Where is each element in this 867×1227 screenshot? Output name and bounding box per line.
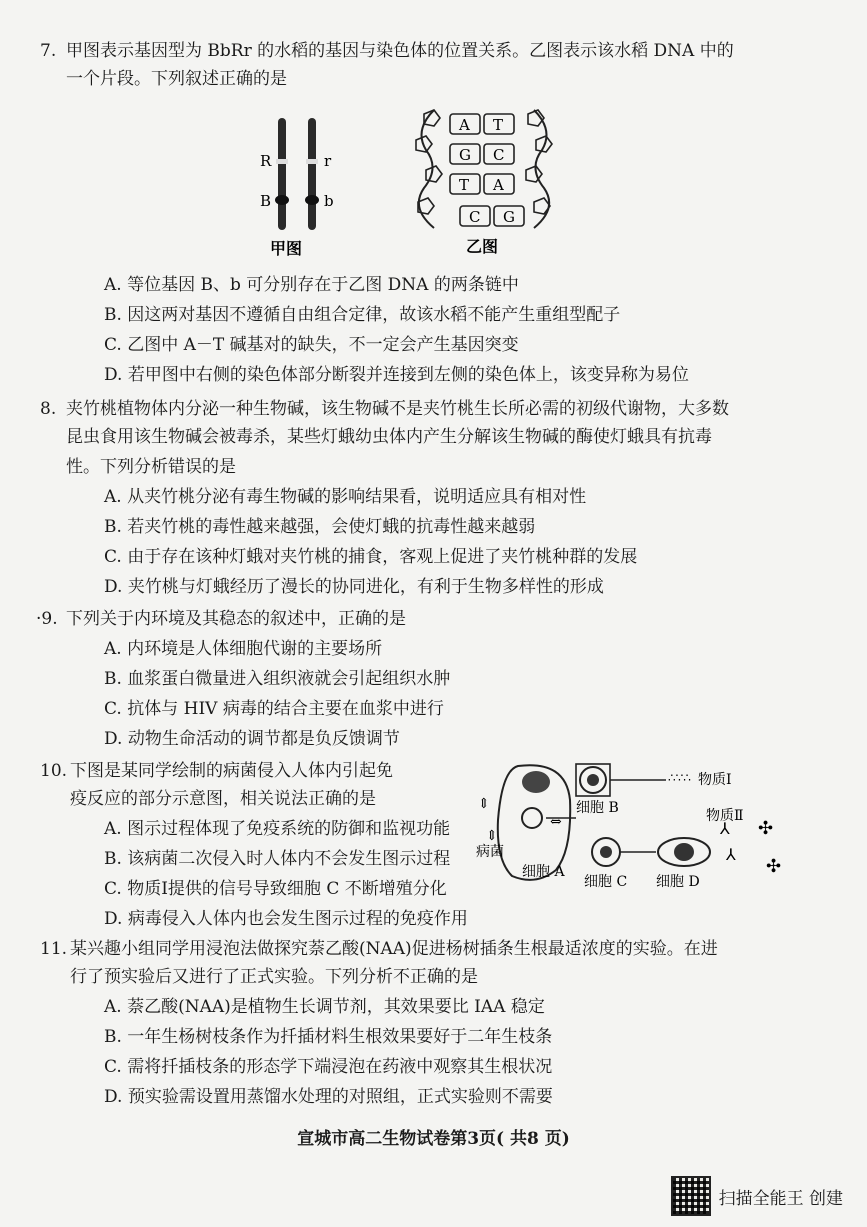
q7-option-c: C. 乙图中 A－T 碱基对的缺失，不一定会产生基因突变: [104, 335, 519, 355]
base-pair-4-left: C: [469, 208, 481, 226]
arrow-icon-left2: ⇕: [486, 828, 498, 844]
cell-b-nucleus: [587, 774, 599, 786]
q10-option-c: C. 物质Ⅰ提供的信号导致细胞 C 不断增殖分化: [104, 879, 447, 899]
q7-number: 7.: [40, 41, 57, 61]
gene-label-b: b: [324, 192, 334, 210]
q9-stem-line1: [36, 604, 406, 634]
q10-option-b: B. 该病菌二次侵入时人体内不会发生图示过程: [104, 849, 451, 869]
q11-option-c: C. 需将扦插枝条的形态学下端浸泡在药液中观察其生根状况: [104, 1057, 553, 1077]
q11-option-a: A. 萘乙酸(NAA)是植物生长调节剂，其效果要比 IAA 稳定: [104, 997, 545, 1017]
q8-stem-line1: [40, 394, 729, 424]
q7-figure-yi: [404, 100, 564, 260]
fig-jia-caption: 甲图: [270, 239, 303, 258]
base-pair-3-left: T: [459, 176, 470, 194]
base-pair-3-right: A: [493, 176, 504, 194]
cell-d-nucleus: [674, 843, 694, 861]
arrow-icon-left1: ⇕: [478, 796, 490, 812]
gene-label-B: B: [260, 192, 272, 210]
q10-stem-line2: 疫反应的部分示意图，相关说法正确的是: [70, 789, 376, 809]
q7-option-a: A. 等位基因 B、b 可分别存在于乙图 DNA 的两条链中: [104, 275, 519, 295]
q8-option-a: A. 从夹竹桃分泌有毒生物碱的影响结果看，说明适应具有相对性: [104, 487, 587, 507]
q11-stem-line1: [40, 934, 718, 964]
q11-stem-line2: 行了预实验后又进行了正式实验。下列分析不正确的是: [70, 967, 478, 987]
chromosome-right: [308, 118, 316, 230]
q9-option-c: C. 抗体与 HIV 病毒的结合主要在血浆中进行: [104, 699, 444, 719]
cell-a-vesicle: [522, 808, 542, 828]
centromere-left: [275, 195, 289, 205]
label-cell-d: 细胞 D: [656, 874, 700, 890]
q10-stem-text1: 下图是某同学绘制的病菌侵入人体内引起免: [70, 761, 393, 781]
q8-stem-text1: 夹竹桃植物体内分泌一种生物碱，该生物碱不是夹竹桃生长所必需的初级代谢物，大多数: [66, 399, 729, 419]
label-cell-c: 细胞 C: [584, 874, 628, 890]
cell-c-nucleus: [600, 846, 612, 858]
q10-option-a: A. 图示过程体现了免疫系统的防御和监视功能: [104, 819, 451, 839]
q8-stem-line2: 昆虫食用该生物碱会被毒杀，某些灯蛾幼虫体内产生分解该生物碱的酶使灯蛾具有抗毒: [66, 427, 712, 447]
antibody-icon-1: ⅄: [720, 819, 730, 838]
label-substance1: 物质Ⅰ: [698, 772, 732, 788]
q7-stem-line2: 一个片段。下列叙述正确的是: [66, 69, 287, 89]
q11-option-d: D. 预实验需设置用蒸馏水处理的对照组，正式实验则不需要: [104, 1087, 553, 1107]
q7-stem-text1: 甲图表示基因型为 BbRr 的水稻的基因与染色体的位置关系。乙图表示该水稻 DNA 中的: [66, 41, 734, 61]
scanner-watermark-text: 扫描全能王 创建: [718, 1188, 843, 1209]
cell-a-nucleus: [522, 771, 550, 793]
gene-label-R: R: [260, 152, 272, 170]
gene-mark-r: [306, 159, 318, 164]
gene-mark-R: [276, 159, 288, 164]
q9-option-d: D. 动物生命活动的调节都是负反馈调节: [104, 729, 400, 749]
q10-figure: [476, 760, 806, 910]
scanner-watermark: [671, 1176, 843, 1216]
q8-option-d: D. 夹竹桃与灯蛾经历了漫长的协同进化，有利于生物多样性的形成: [104, 577, 604, 597]
q8-option-b: B. 若夹竹桃的毒性越来越强，会使灯蛾的抗毒性越来越弱: [104, 517, 536, 537]
q11-option-b: B. 一年生杨树枝条作为扦插材料生根效果要好于二年生枝条: [104, 1027, 553, 1047]
q9-stem-text1: 下列关于内环境及其稳态的叙述中，正确的是: [66, 609, 406, 629]
base-pair-2-right: C: [493, 146, 505, 164]
q7-stem-line1: [40, 36, 734, 66]
antibody-icon-2: ⅄: [726, 845, 736, 864]
q10-option-d: D. 病毒侵入人体内也会发生图示过程的免疫作用: [104, 909, 468, 929]
centromere-right: [305, 195, 319, 205]
q11-number: 11.: [40, 939, 68, 959]
q7-option-d: D. 若甲图中右侧的染色体部分断裂并连接到左侧的染色体上，该变异称为易位: [104, 365, 689, 385]
base-pair-2-left: G: [459, 146, 471, 164]
base-pair-1-left: A: [459, 116, 470, 134]
antigen-icon-1: ✣: [758, 818, 774, 839]
base-pair-1-right: T: [493, 116, 504, 134]
q9-option-a: A. 内环境是人体细胞代谢的主要场所: [104, 639, 383, 659]
base-pair-4-right: G: [503, 208, 515, 226]
q10-stem-line1: [40, 756, 393, 786]
gene-label-r: r: [324, 152, 332, 170]
q8-option-c: C. 由于存在该种灯蛾对夹竹桃的捕食，客观上促进了夹竹桃种群的发展: [104, 547, 638, 567]
q7-figure-jia: [250, 112, 360, 264]
page-footer: 宣城市高二生物试卷第3页( 共8 页): [297, 1129, 570, 1149]
label-pathogen: 病菌: [476, 844, 504, 860]
antigen-icon-2: ✣: [766, 856, 782, 877]
q8-number: 8.: [40, 399, 57, 419]
label-cell-b: 细胞 B: [576, 800, 619, 816]
qr-code-icon: [671, 1176, 711, 1216]
label-cell-a: 细胞 A: [522, 864, 565, 880]
arrow-icon-mid: ⇔: [550, 814, 562, 830]
label-substance2: 物质Ⅱ: [706, 808, 744, 824]
substance1-dots: ∴∵∴: [668, 771, 691, 785]
q10-number: 10.: [40, 761, 68, 781]
fig-yi-caption: 乙图: [466, 237, 499, 256]
chromosome-left: [278, 118, 286, 230]
q8-stem-line3: 性。下列分析错误的是: [66, 457, 236, 477]
q7-option-b: B. 因这两对基因不遵循自由组合定律，故该水稻不能产生重组型配子: [104, 305, 621, 325]
q9-number: ·9.: [36, 609, 58, 629]
q11-stem-text1: 某兴趣小组同学用浸泡法做探究萘乙酸(NAA)促进杨树插条生根最适浓度的实验。在进: [70, 939, 718, 959]
q9-option-b: B. 血浆蛋白微量进入组织液就会引起组织水肿: [104, 669, 451, 689]
